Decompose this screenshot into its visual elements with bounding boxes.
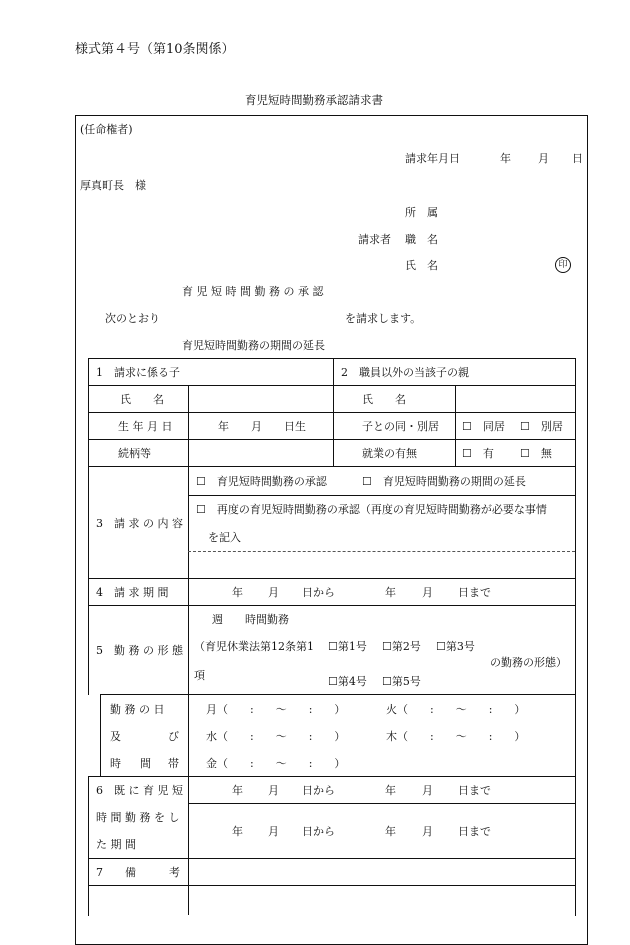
item4-option[interactable]: ☐第4号	[328, 675, 367, 688]
appointing-authority: (任命権者)	[80, 123, 133, 136]
prior-2-to-day: 日まで	[458, 825, 491, 838]
section6-label-2: 時 間 勤 務 を し	[96, 811, 180, 824]
friday-hours: 金（ : 〜 : ）	[206, 757, 346, 770]
prior-2-from-month: 月	[268, 825, 279, 838]
checkbox-icon[interactable]: ☐	[382, 675, 392, 688]
work-days-label-2a: 及	[110, 730, 121, 743]
checkbox-icon[interactable]: ☐	[328, 640, 338, 653]
period-to-year: 年	[385, 586, 396, 599]
thursday-hours: 木（ : 〜 : ）	[386, 730, 526, 743]
checkbox-icon[interactable]: ☐	[520, 447, 530, 460]
prior-1-from-year: 年	[232, 784, 243, 797]
child-birth-label: 生 年 月 日	[118, 420, 173, 433]
employment-yes-option[interactable]: ☐ 有	[462, 447, 494, 460]
content-option-again-tail: を記入	[208, 531, 241, 544]
request-option-extension: 育児短時間勤務の期間の延長	[182, 339, 325, 352]
period-from-year: 年	[232, 586, 243, 599]
law-reference: （育児休業法第12条第1	[194, 640, 314, 653]
child-birth-value: 年 月 日生	[218, 420, 306, 433]
law-reference-tail: 項	[194, 669, 205, 682]
seal-mark: 印	[555, 257, 571, 273]
checkbox-icon[interactable]: ☐	[462, 420, 472, 433]
request-tail-text: を請求します。	[345, 312, 422, 325]
request-date-day: 日	[572, 152, 583, 165]
affiliation-label: 所 属	[405, 206, 438, 219]
prior-2-from-year: 年	[232, 825, 243, 838]
request-date-month: 月	[538, 152, 549, 165]
work-days-label-3c: 帯	[168, 757, 179, 770]
prior-1-to-month: 月	[422, 784, 433, 797]
item1-option[interactable]: ☐第1号	[328, 640, 367, 653]
item2-option[interactable]: ☐第2号	[382, 640, 421, 653]
period-from-month: 月	[268, 586, 279, 599]
section5-label: 5 勤 務 の 形 態	[96, 644, 183, 657]
content-option-approval[interactable]: ☐ 育児短時間勤務の承認	[196, 475, 327, 488]
work-days-label-3a: 時	[110, 757, 121, 770]
section3-label: 3 請 求 の 内 容	[96, 517, 183, 530]
checkbox-icon[interactable]: ☐	[196, 475, 206, 488]
addressee: 厚真町長 様	[80, 179, 146, 192]
prior-2-to-month: 月	[422, 825, 433, 838]
dashed-divider	[188, 551, 575, 552]
checkbox-icon[interactable]: ☐	[362, 475, 372, 488]
checkbox-icon[interactable]: ☐	[196, 503, 206, 516]
content-option-extension[interactable]: ☐ 育児短時間勤務の期間の延長	[362, 475, 526, 488]
position-label: 職 名	[405, 233, 438, 246]
section6-label-1: 6 既 に 育 児 短	[96, 784, 183, 797]
checkbox-icon[interactable]: ☐	[520, 420, 530, 433]
prior-1-to-year: 年	[385, 784, 396, 797]
item3-option[interactable]: ☐第3号	[436, 640, 475, 653]
employment-no-option[interactable]: ☐ 無	[520, 447, 552, 460]
form-number: 様式第４号（第10条関係）	[75, 42, 235, 57]
section6-label-3: た 期 間	[96, 838, 136, 851]
request-date-year: 年	[500, 152, 511, 165]
requester-label: 請求者	[358, 233, 391, 246]
request-option-approval: 育 児 短 時 間 勤 務 の 承 認	[182, 285, 324, 298]
section7-label: 7 備 考	[96, 866, 180, 879]
section4-label: 4 請 求 期 間	[96, 586, 169, 599]
prior-1-from-day: 日から	[302, 784, 335, 797]
request-date-label: 請求年月日	[405, 152, 460, 165]
prior-2-to-year: 年	[385, 825, 396, 838]
checkbox-icon[interactable]: ☐	[436, 640, 446, 653]
monday-hours: 月（ : 〜 : ）	[206, 703, 346, 716]
content-option-again[interactable]: ☐ 再度の育児短時間勤務の承認（再度の育児短時間勤務が必要な事情	[196, 503, 547, 516]
cohabit-label: 子との同・別居	[362, 420, 439, 433]
prior-2-from-day: 日から	[302, 825, 335, 838]
checkbox-icon[interactable]: ☐	[382, 640, 392, 653]
form-suffix: の勤務の形態）	[490, 656, 567, 669]
cohabit-separate-option[interactable]: ☐ 別居	[520, 420, 563, 433]
wednesday-hours: 水（ : 〜 : ）	[206, 730, 346, 743]
work-days-label-2b: び	[168, 730, 179, 743]
employment-label: 就業の有無	[362, 447, 417, 460]
checkbox-icon[interactable]: ☐	[462, 447, 472, 460]
other-parent-name-label: 氏 名	[362, 393, 406, 406]
request-lead-text: 次のとおり	[105, 312, 160, 325]
relation-label: 続柄等	[118, 447, 151, 460]
child-name-label: 氏 名	[120, 393, 164, 406]
section1-header: 1 請求に係る子	[96, 366, 180, 379]
item5-option[interactable]: ☐第5号	[382, 675, 421, 688]
form-title: 育児短時間勤務承認請求書	[245, 93, 383, 107]
period-to-month: 月	[422, 586, 433, 599]
section2-header: 2 職員以外の当該子の親	[341, 366, 469, 379]
work-days-label-1: 勤 務 の 日	[110, 703, 165, 716]
name-label: 氏 名	[405, 259, 438, 272]
cohabit-same-option[interactable]: ☐ 同居	[462, 420, 505, 433]
period-from-day: 日から	[302, 586, 335, 599]
weekly-hours: 週 時間勤務	[212, 613, 289, 626]
checkbox-icon[interactable]: ☐	[328, 675, 338, 688]
tuesday-hours: 火（ : 〜 : ）	[386, 703, 526, 716]
prior-1-from-month: 月	[268, 784, 279, 797]
work-days-label-3b: 間	[140, 757, 151, 770]
period-to-day: 日まで	[458, 586, 491, 599]
prior-1-to-day: 日まで	[458, 784, 491, 797]
